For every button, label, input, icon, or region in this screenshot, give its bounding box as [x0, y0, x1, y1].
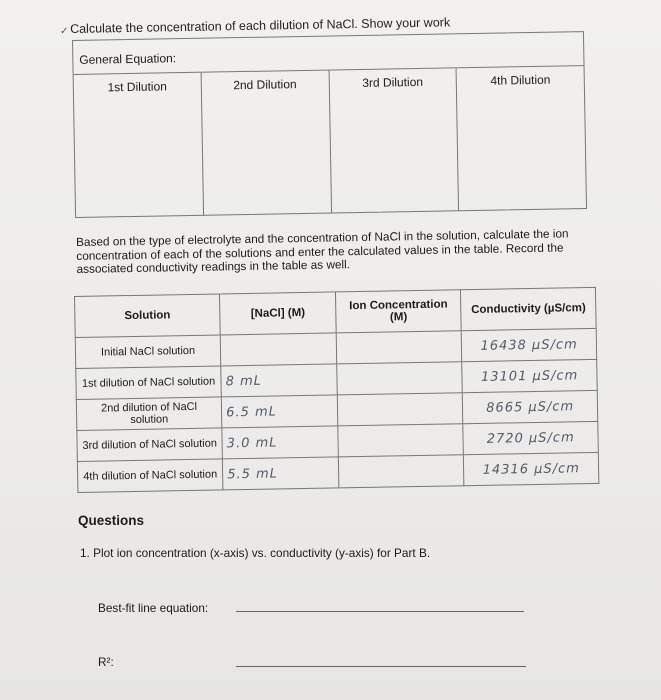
general-equation-table: [72, 31, 587, 218]
row-ion[interactable]: [338, 455, 464, 488]
r2-answer-line[interactable]: [236, 666, 526, 667]
row-nacl[interactable]: 6.5 mL: [221, 395, 337, 428]
row-ion[interactable]: [336, 331, 462, 364]
row-ion[interactable]: [338, 424, 464, 457]
check-mark-icon: ✓: [60, 26, 69, 37]
bestfit-answer-line[interactable]: [236, 611, 524, 612]
dilution-cell-1: 1st Dilution: [107, 79, 168, 95]
row-solution: 1st dilution of NaCl solution: [76, 366, 222, 400]
row-conductivity[interactable]: 8665 µS/cm: [463, 390, 598, 423]
dilution-columns-row: [74, 65, 586, 218]
bestfit-label: Best-fit line equation:: [98, 601, 209, 615]
header-nacl: [NaCl] (M): [220, 292, 337, 335]
row-solution: 2nd dilution of NaCl solution: [76, 397, 222, 431]
row-conductivity[interactable]: 16438 µS/cm: [462, 328, 597, 361]
instructions-paragraph: Based on the type of electrolyte and the concentration of NaCl in the solution, calculate the ion concentration of each of the solutions and enter the calculated values in the table. Record the associated conductivity readings in the table as well.: [75, 226, 569, 276]
row-nacl[interactable]: 5.5 mL: [223, 457, 339, 490]
row-solution: Initial NaCl solution: [75, 335, 221, 369]
conductivity-table: [74, 287, 599, 493]
dilution-cell-4: 4th Dilution: [456, 66, 586, 211]
row-solution: 3rd dilution of NaCl solution: [77, 428, 223, 462]
row-ion[interactable]: [337, 362, 463, 395]
question-1: 1. Plot ion concentration (x-axis) vs. conductivity (y-axis) for Part B.: [80, 546, 431, 560]
page-title: Calculate the concentration of each dilution of NaCl. Show your work: [70, 15, 451, 36]
row-nacl[interactable]: 8 mL: [221, 364, 337, 397]
dilution-cell-3: 3rd Dilution: [328, 68, 458, 213]
row-nacl[interactable]: 3.0 mL: [222, 426, 338, 459]
row-conductivity[interactable]: 2720 µS/cm: [463, 421, 598, 454]
header-ion-concentration: Ion Concentration (M): [335, 290, 461, 333]
row-solution: 4th dilution of NaCl solution: [77, 459, 223, 493]
row-nacl[interactable]: [220, 333, 336, 366]
header-conductivity: Conductivity (µS/cm): [461, 287, 596, 330]
header-solution: Solution: [75, 294, 221, 338]
dilution-cell-2: 2nd Dilution: [200, 71, 330, 216]
row-conductivity[interactable]: 13101 µS/cm: [462, 359, 597, 392]
general-equation-label: General Equation:: [79, 51, 177, 67]
row-conductivity[interactable]: 14316 µS/cm: [464, 452, 599, 485]
row-ion[interactable]: [337, 393, 463, 426]
r2-label: R²:: [98, 655, 114, 669]
questions-heading: Questions: [78, 513, 145, 528]
